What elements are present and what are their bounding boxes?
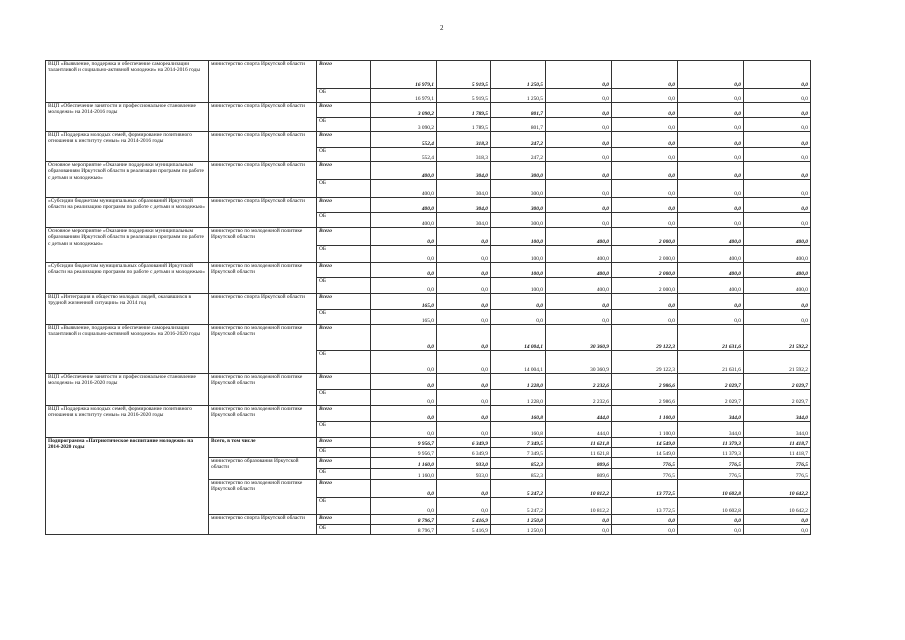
funding-type-cell: ОБ: [317, 448, 371, 458]
amount-cell: 304,0: [437, 198, 491, 213]
funding-type-cell: Всего: [317, 263, 371, 278]
amount-cell: 0,0: [678, 61, 744, 89]
amount-cell: 0,0: [546, 180, 612, 198]
amount-cell: 5 247,2: [491, 498, 546, 515]
amount-cell: 304,0: [437, 180, 491, 198]
amount-cell: 5 919,5: [437, 89, 491, 103]
amount-cell: 10 602,8: [678, 498, 744, 515]
table-row: [46, 132, 811, 148]
amount-cell: 2 000,0: [612, 228, 678, 246]
amount-cell: 0,0: [744, 89, 811, 103]
amount-cell: 0,0: [546, 61, 612, 89]
amount-cell: 0,0: [437, 406, 491, 422]
amount-cell: 304,0: [437, 213, 491, 228]
amount-cell: 444,0: [546, 422, 612, 438]
executor-cell: министерство спорта Иркутской области: [209, 515, 317, 535]
executor-cell: министерство спорта Иркутской области: [209, 162, 317, 198]
amount-cell: 0,0: [491, 294, 546, 310]
amount-cell: 3 090,2: [371, 118, 437, 132]
amount-cell: 0,0: [678, 132, 744, 148]
table-row: [46, 325, 811, 351]
amount-cell: 0,0: [612, 180, 678, 198]
funding-type-cell: ОБ: [317, 310, 371, 325]
funding-type-cell: ОБ: [317, 525, 371, 535]
amount-cell: 0,0: [744, 294, 811, 310]
amount-cell: 10 642,2: [744, 480, 811, 498]
amount-cell: 0,0: [744, 198, 811, 213]
amount-cell: 400,0: [546, 278, 612, 294]
amount-cell: 16 979,1: [371, 61, 437, 89]
amount-cell: 0,0: [744, 525, 811, 535]
amount-cell: 0,0: [678, 515, 744, 525]
program-name-cell: Основное мероприятие «Оказание поддержки муниципальным образованиям Иркутской области в реализации программ по работе с детьми и молодежью»: [46, 162, 209, 198]
amount-cell: 552,4: [371, 132, 437, 148]
executor-cell: министерство спорта Иркутской области: [209, 103, 317, 132]
funding-type-cell: ОБ: [317, 351, 371, 374]
amount-cell: 21 631,6: [678, 351, 744, 374]
amount-cell: 0,0: [744, 132, 811, 148]
amount-cell: 14 004,1: [491, 351, 546, 374]
amount-cell: 29 122,3: [612, 325, 678, 351]
page-number: 2: [440, 24, 444, 32]
amount-cell: 10 642,2: [744, 498, 811, 515]
amount-cell: 30 360,9: [546, 351, 612, 374]
amount-cell: 1 250,5: [491, 89, 546, 103]
amount-cell: 0,0: [437, 351, 491, 374]
funding-type-cell: Всего: [317, 325, 371, 351]
amount-cell: 400,0: [678, 228, 744, 246]
table-row: [46, 438, 811, 448]
amount-cell: 0,0: [612, 89, 678, 103]
amount-cell: 0,0: [744, 515, 811, 525]
amount-cell: 1 100,0: [612, 406, 678, 422]
table-row: [46, 374, 811, 390]
amount-cell: 0,0: [744, 213, 811, 228]
amount-cell: 21 631,6: [678, 325, 744, 351]
amount-cell: 0,0: [437, 294, 491, 310]
amount-cell: 8 796,7: [371, 525, 437, 535]
amount-cell: 0,0: [437, 422, 491, 438]
amount-cell: 0,0: [744, 310, 811, 325]
amount-cell: 0,0: [612, 118, 678, 132]
amount-cell: 304,0: [437, 162, 491, 180]
amount-cell: 776,5: [744, 458, 811, 469]
amount-cell: 0,0: [678, 148, 744, 162]
amount-cell: 1 228,0: [491, 390, 546, 406]
amount-cell: 400,0: [744, 228, 811, 246]
amount-cell: 0,0: [546, 198, 612, 213]
amount-cell: 400,0: [546, 263, 612, 278]
amount-cell: 776,5: [744, 469, 811, 480]
amount-cell: 552,4: [371, 148, 437, 162]
amount-cell: 0,0: [371, 406, 437, 422]
funding-type-cell: ОБ: [317, 89, 371, 103]
funding-type-cell: ОБ: [317, 118, 371, 132]
amount-cell: 2 000,0: [612, 246, 678, 263]
funding-type-cell: Всего: [317, 228, 371, 246]
amount-cell: 2 029,7: [744, 390, 811, 406]
amount-cell: 776,5: [612, 458, 678, 469]
funding-type-cell: ОБ: [317, 278, 371, 294]
amount-cell: 165,0: [371, 294, 437, 310]
amount-cell: 344,0: [678, 406, 744, 422]
funding-type-cell: Всего: [317, 162, 371, 180]
table-row: [46, 61, 811, 89]
program-name-cell: ВЦП «Выявление, поддержка и обеспечение самореализации талантливой и социально-активной молодежи» на 2016-2020 годы: [46, 325, 209, 374]
amount-cell: 2 000,0: [612, 263, 678, 278]
amount-cell: 29 122,3: [612, 351, 678, 374]
amount-cell: 400,0: [744, 246, 811, 263]
executor-cell: министерство по молодежной политике Иркутской области: [209, 374, 317, 406]
amount-cell: 0,0: [678, 294, 744, 310]
funding-type-cell: Всего: [317, 438, 371, 448]
amount-cell: 0,0: [371, 390, 437, 406]
amount-cell: 0,0: [744, 162, 811, 180]
executor-cell: министерство спорта Иркутской области: [209, 198, 317, 228]
executor-cell: министерство по молодежной политике Иркутской области: [209, 406, 317, 438]
program-name-cell: ВЦП «Обеспечение занятости и профессиональное становление молодежи» на 2016-2020 годы: [46, 374, 209, 406]
amount-cell: 5 416,9: [437, 525, 491, 535]
amount-cell: 0,0: [678, 213, 744, 228]
amount-cell: 2 029,7: [678, 390, 744, 406]
amount-cell: 0,0: [612, 198, 678, 213]
amount-cell: 400,0: [371, 213, 437, 228]
program-name-cell: ВЦП «Поддержка молодых семей, формирование позитивного отношения к институту семьи» на 2014-2016 годы: [46, 132, 209, 162]
amount-cell: 0,0: [612, 310, 678, 325]
amount-cell: 0,0: [437, 325, 491, 351]
amount-cell: 0,0: [371, 246, 437, 263]
amount-cell: 11 379,3: [678, 438, 744, 448]
amount-cell: 0,0: [546, 213, 612, 228]
table-row: [46, 228, 811, 246]
funding-type-cell: Всего: [317, 132, 371, 148]
amount-cell: 0,0: [678, 525, 744, 535]
amount-cell: 0,0: [546, 118, 612, 132]
amount-cell: 0,0: [491, 310, 546, 325]
amount-cell: 1 789,5: [437, 103, 491, 118]
amount-cell: 14 004,1: [491, 325, 546, 351]
amount-cell: 10 812,2: [546, 498, 612, 515]
amount-cell: 0,0: [546, 294, 612, 310]
amount-cell: 0,0: [744, 118, 811, 132]
amount-cell: 0,0: [678, 310, 744, 325]
amount-cell: 11 418,7: [744, 448, 811, 458]
amount-cell: 400,0: [678, 278, 744, 294]
amount-cell: 0,0: [371, 228, 437, 246]
amount-cell: 30 360,9: [546, 325, 612, 351]
funding-type-cell: Всего: [317, 458, 371, 469]
funding-type-cell: Всего: [317, 198, 371, 213]
amount-cell: 0,0: [612, 61, 678, 89]
program-name-cell: «Субсидии бюджетам муниципальных образований Иркутской области на реализацию программ по работе с детьми и молодежью»: [46, 198, 209, 228]
amount-cell: 247,2: [491, 132, 546, 148]
amount-cell: 801,7: [491, 118, 546, 132]
amount-cell: 0,0: [437, 390, 491, 406]
table-row: [46, 103, 811, 118]
amount-cell: 0,0: [437, 278, 491, 294]
amount-cell: 0,0: [437, 246, 491, 263]
funding-type-cell: Всего: [317, 103, 371, 118]
amount-cell: 344,0: [678, 422, 744, 438]
amount-cell: 0,0: [678, 162, 744, 180]
amount-cell: 1 789,5: [437, 118, 491, 132]
amount-cell: 0,0: [678, 89, 744, 103]
amount-cell: 776,5: [678, 458, 744, 469]
amount-cell: 6 349,9: [437, 448, 491, 458]
executor-cell: министерство по молодежной политике Иркутской области: [209, 325, 317, 374]
executor-cell: министерство по молодежной политике Иркутской области: [209, 263, 317, 294]
amount-cell: 0,0: [612, 213, 678, 228]
executor-cell: министерство по молодежной политике Иркутской области: [209, 228, 317, 263]
funding-type-cell: ОБ: [317, 246, 371, 263]
amount-cell: 400,0: [546, 228, 612, 246]
amount-cell: 0,0: [437, 263, 491, 278]
amount-cell: 160,8: [491, 422, 546, 438]
program-name-cell: Основное мероприятие «Оказание поддержки муниципальным образованиям Иркутской области в реализации программ по работе с детьми и молодежью»: [46, 228, 209, 263]
amount-cell: 933,0: [437, 469, 491, 480]
amount-cell: 776,5: [612, 469, 678, 480]
amount-cell: 344,0: [744, 422, 811, 438]
amount-cell: 8 796,7: [371, 515, 437, 525]
budget-table: [45, 60, 811, 535]
amount-cell: 400,0: [371, 180, 437, 198]
amount-cell: 100,0: [491, 263, 546, 278]
amount-cell: 852,3: [491, 458, 546, 469]
amount-cell: 2 232,6: [546, 390, 612, 406]
table-row: [46, 406, 811, 422]
amount-cell: 0,0: [371, 325, 437, 351]
amount-cell: 10 602,8: [678, 480, 744, 498]
amount-cell: 0,0: [546, 310, 612, 325]
amount-cell: 7 349,5: [491, 448, 546, 458]
amount-cell: 400,0: [371, 162, 437, 180]
amount-cell: 0,0: [612, 515, 678, 525]
amount-cell: 300,0: [491, 180, 546, 198]
amount-cell: 300,0: [491, 162, 546, 180]
amount-cell: 0,0: [546, 148, 612, 162]
program-name-cell: ВЦП «Поддержка молодых семей, формирование позитивного отношения к институту семьи» на 2016-2020 годы: [46, 406, 209, 438]
amount-cell: 0,0: [744, 180, 811, 198]
amount-cell: 14 549,0: [612, 448, 678, 458]
amount-cell: 318,3: [437, 132, 491, 148]
table-row: [46, 294, 811, 310]
funding-type-cell: ОБ: [317, 422, 371, 438]
amount-cell: 100,0: [491, 246, 546, 263]
amount-cell: 0,0: [371, 498, 437, 515]
amount-cell: 344,0: [744, 406, 811, 422]
amount-cell: 11 621,8: [546, 438, 612, 448]
amount-cell: 0,0: [744, 61, 811, 89]
funding-type-cell: Всего: [317, 374, 371, 390]
amount-cell: 400,0: [678, 246, 744, 263]
funding-type-cell: ОБ: [317, 213, 371, 228]
amount-cell: 400,0: [744, 263, 811, 278]
amount-cell: 2 029,7: [744, 374, 811, 390]
amount-cell: 1 250,0: [491, 515, 546, 525]
table-row: [46, 198, 811, 213]
amount-cell: 0,0: [612, 148, 678, 162]
amount-cell: 318,3: [437, 148, 491, 162]
amount-cell: 0,0: [371, 263, 437, 278]
funding-type-cell: ОБ: [317, 390, 371, 406]
amount-cell: 1 250,0: [491, 525, 546, 535]
amount-cell: 809,6: [546, 458, 612, 469]
amount-cell: 2 986,6: [612, 390, 678, 406]
amount-cell: 11 621,8: [546, 448, 612, 458]
amount-cell: 2 986,6: [612, 374, 678, 390]
amount-cell: 0,0: [744, 148, 811, 162]
amount-cell: 0,0: [612, 525, 678, 535]
amount-cell: 801,7: [491, 103, 546, 118]
program-name-cell: ВЦП «Обеспечение занятости и профессиональное становление молодежи» на 2014-2016 годы: [46, 103, 209, 132]
amount-cell: 0,0: [371, 480, 437, 498]
amount-cell: 10 812,2: [546, 480, 612, 498]
amount-cell: 2 232,6: [546, 374, 612, 390]
amount-cell: 1 228,0: [491, 374, 546, 390]
amount-cell: 776,5: [678, 469, 744, 480]
amount-cell: 13 772,5: [612, 498, 678, 515]
amount-cell: 0,0: [437, 374, 491, 390]
table-row: [46, 162, 811, 180]
amount-cell: 852,3: [491, 469, 546, 480]
amount-cell: 5 416,9: [437, 515, 491, 525]
executor-cell: министерство спорта Иркутской области: [209, 132, 317, 162]
table-row: [46, 263, 811, 278]
amount-cell: 6 349,9: [437, 438, 491, 448]
amount-cell: 933,0: [437, 458, 491, 469]
amount-cell: 0,0: [546, 515, 612, 525]
amount-cell: 1 100,0: [612, 422, 678, 438]
amount-cell: 444,0: [546, 406, 612, 422]
amount-cell: 0,0: [612, 132, 678, 148]
amount-cell: 7 349,5: [491, 438, 546, 448]
program-name-cell: «Субсидии бюджетам муниципальных образований Иркутской области на реализацию программ по работе с детьми и молодежью»: [46, 263, 209, 294]
amount-cell: 0,0: [546, 132, 612, 148]
amount-cell: 3 090,2: [371, 103, 437, 118]
executor-cell: министерство образования Иркутской области: [209, 458, 317, 480]
funding-type-cell: ОБ: [317, 148, 371, 162]
program-name-cell: ВЦП «Выявление, поддержка и обеспечение самореализации талантливой и социально-активной молодежи» на 2014-2016 годы: [46, 61, 209, 103]
amount-cell: 165,0: [371, 310, 437, 325]
amount-cell: 9 956,7: [371, 448, 437, 458]
funding-type-cell: ОБ: [317, 498, 371, 515]
amount-cell: 100,0: [491, 228, 546, 246]
amount-cell: 21 592,2: [744, 325, 811, 351]
amount-cell: 100,0: [491, 278, 546, 294]
subprogram-name-cell: Подпрограмма «Патриотическое воспитание молодежи» на 2014-2020 годы: [46, 438, 209, 535]
amount-cell: 0,0: [437, 228, 491, 246]
amount-cell: 0,0: [546, 103, 612, 118]
amount-cell: 0,0: [678, 118, 744, 132]
funding-type-cell: Всего: [317, 61, 371, 89]
amount-cell: 5 919,5: [437, 61, 491, 89]
amount-cell: 11 418,7: [744, 438, 811, 448]
amount-cell: 5 247,2: [491, 480, 546, 498]
amount-cell: 0,0: [678, 103, 744, 118]
executor-cell: министерство по молодежной политике Иркутской области: [209, 480, 317, 515]
amount-cell: 400,0: [678, 263, 744, 278]
amount-cell: 300,0: [491, 198, 546, 213]
amount-cell: 0,0: [546, 89, 612, 103]
amount-cell: 809,6: [546, 469, 612, 480]
amount-cell: 2 000,0: [612, 278, 678, 294]
amount-cell: 0,0: [437, 498, 491, 515]
amount-cell: 0,0: [371, 278, 437, 294]
amount-cell: 0,0: [371, 374, 437, 390]
amount-cell: 400,0: [546, 246, 612, 263]
amount-cell: 16 979,1: [371, 89, 437, 103]
amount-cell: 11 379,3: [678, 448, 744, 458]
executor-cell: министерство спорта Иркутской области: [209, 61, 317, 103]
amount-cell: 1 160,0: [371, 458, 437, 469]
amount-cell: 1 250,5: [491, 61, 546, 89]
amount-cell: 0,0: [678, 180, 744, 198]
amount-cell: 0,0: [546, 525, 612, 535]
funding-type-cell: ОБ: [317, 469, 371, 480]
amount-cell: 1 160,0: [371, 469, 437, 480]
funding-type-cell: Всего: [317, 480, 371, 498]
amount-cell: 0,0: [371, 351, 437, 374]
amount-cell: 14 549,0: [612, 438, 678, 448]
amount-cell: 160,8: [491, 406, 546, 422]
amount-cell: 247,2: [491, 148, 546, 162]
amount-cell: 0,0: [612, 162, 678, 180]
amount-cell: 0,0: [612, 103, 678, 118]
amount-cell: 0,0: [612, 294, 678, 310]
amount-cell: 0,0: [437, 480, 491, 498]
amount-cell: 13 772,5: [612, 480, 678, 498]
funding-type-cell: ОБ: [317, 180, 371, 198]
executor-cell: Всего, в том числе: [209, 438, 317, 458]
funding-type-cell: Всего: [317, 406, 371, 422]
funding-type-cell: Всего: [317, 294, 371, 310]
amount-cell: 400,0: [371, 198, 437, 213]
amount-cell: 300,0: [491, 213, 546, 228]
amount-cell: 0,0: [744, 103, 811, 118]
amount-cell: 400,0: [744, 278, 811, 294]
amount-cell: 9 956,7: [371, 438, 437, 448]
amount-cell: 0,0: [678, 198, 744, 213]
amount-cell: 0,0: [437, 310, 491, 325]
amount-cell: 21 592,2: [744, 351, 811, 374]
executor-cell: министерство спорта Иркутской области: [209, 294, 317, 325]
amount-cell: 0,0: [546, 162, 612, 180]
amount-cell: 0,0: [371, 422, 437, 438]
program-name-cell: ВЦП «Интеграция в общество молодых людей, оказавшихся в трудной жизненной ситуации» на 2014 год: [46, 294, 209, 325]
amount-cell: 2 029,7: [678, 374, 744, 390]
funding-type-cell: Всего: [317, 515, 371, 525]
